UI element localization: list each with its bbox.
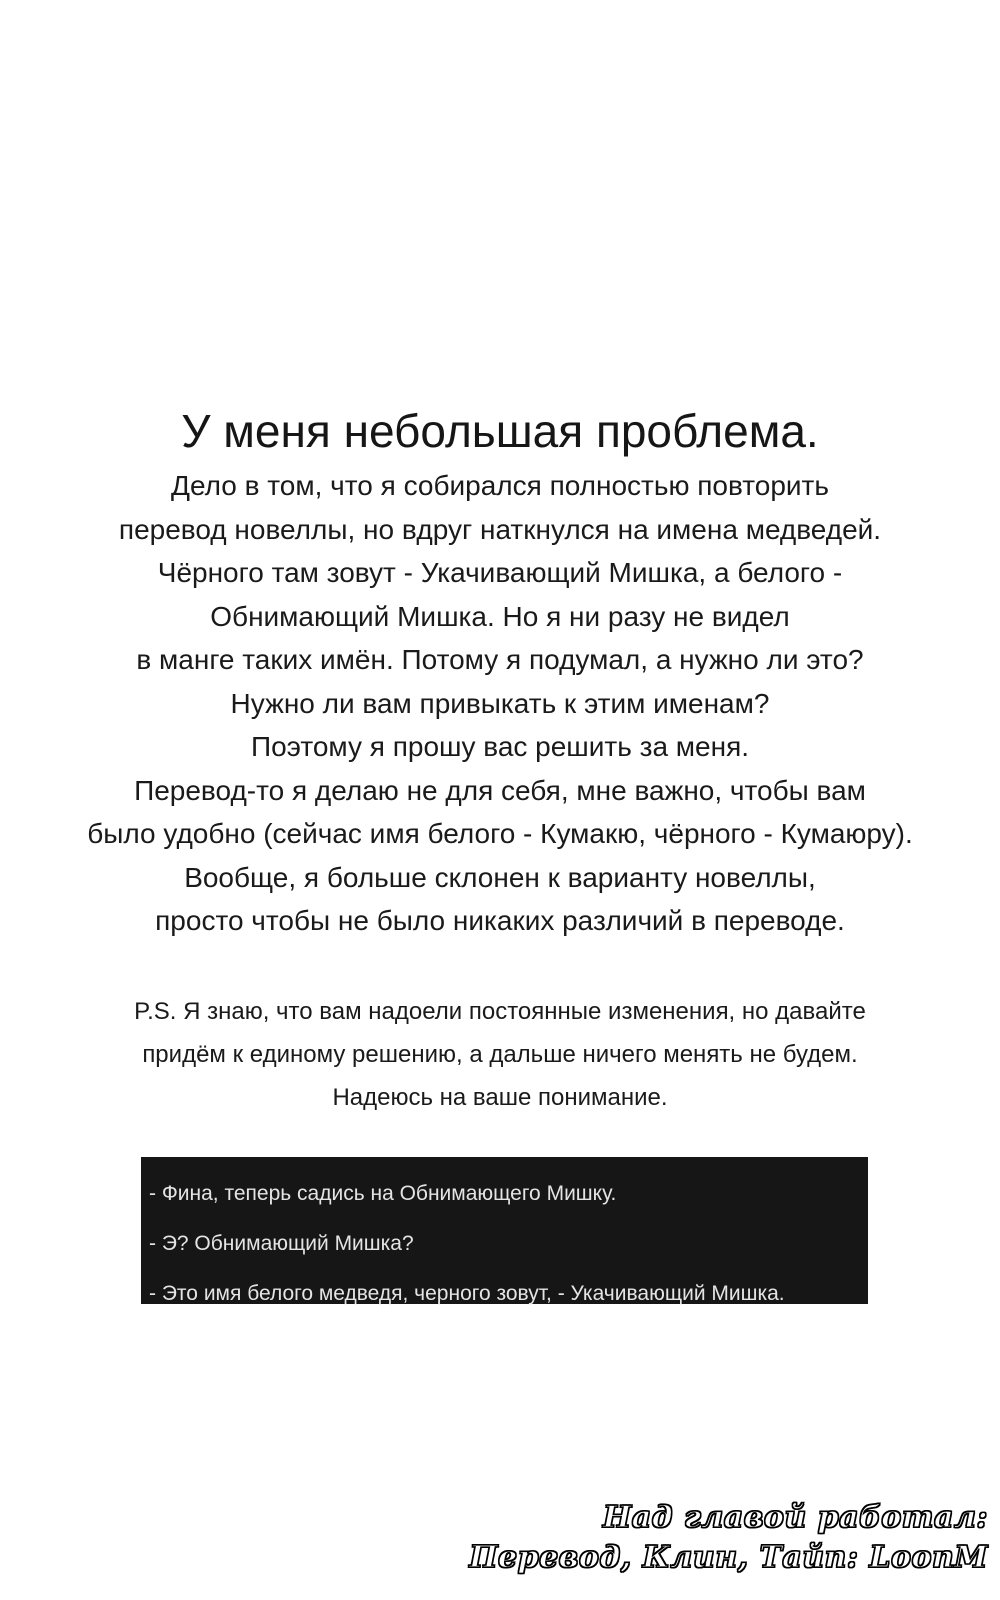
- credits-heading: Над главой работал:: [602, 1500, 988, 1535]
- excerpt-line: - Это имя белого медведя, черного зовут, - Укачивающий Мишка.: [149, 1282, 785, 1305]
- note-body-line: было удобно (сейчас имя белого - Кумакю, чёрного - Кумаюру).: [87, 818, 913, 849]
- postscript-line: Надеюсь на ваше понимание.: [332, 1084, 668, 1111]
- note-body-line: Обнимающий Мишка. Но я ни разу не видел: [210, 600, 790, 632]
- note-body-line: Перевод-то я делаю не для себя, мне важно, чтобы вам: [134, 774, 866, 806]
- note-headline: У меня небольшая проблема.: [181, 405, 819, 457]
- postscript: [0, 990, 1000, 1119]
- note-body-line: в манге таких имён. Потому я подумал, а нужно ли это?: [136, 644, 864, 675]
- credits: [469, 1498, 988, 1578]
- excerpt-line: - Э? Обнимающий Мишка?: [149, 1232, 414, 1255]
- note-body-line: Вообще, я больше склонен к варианту новеллы,: [184, 861, 816, 893]
- translator-note: [0, 404, 1000, 943]
- note-body-line: Нужно ли вам привыкать к этим именам?: [230, 687, 770, 719]
- credits-roles: Перевод, Клин, Тайп: LoonM: [469, 1540, 988, 1575]
- postscript-line: придём к единому решению, а дальше ничего менять не будем.: [142, 1041, 858, 1068]
- note-body-line: просто чтобы не было никаких различий в переводе.: [155, 905, 845, 936]
- excerpt-line: - Фина, теперь садись на Обнимающего Мишку.: [149, 1182, 617, 1205]
- note-body-line: перевод новеллы, но вдруг наткнулся на имена медведей.: [118, 513, 882, 545]
- note-body-line: Дело в том, что я собирался полностью повторить: [171, 470, 829, 501]
- note-body-line: Чёрного там зовут - Укачивающий Мишка, а белого -: [157, 557, 843, 588]
- note-body-line: Поэтому я прошу вас решить за меня.: [250, 731, 750, 762]
- note-body: [0, 464, 1000, 943]
- novel-excerpt-screenshot: [141, 1157, 868, 1304]
- postscript-line: P.S. Я знаю, что вам надоели постоянные изменения, но давайте: [134, 998, 866, 1025]
